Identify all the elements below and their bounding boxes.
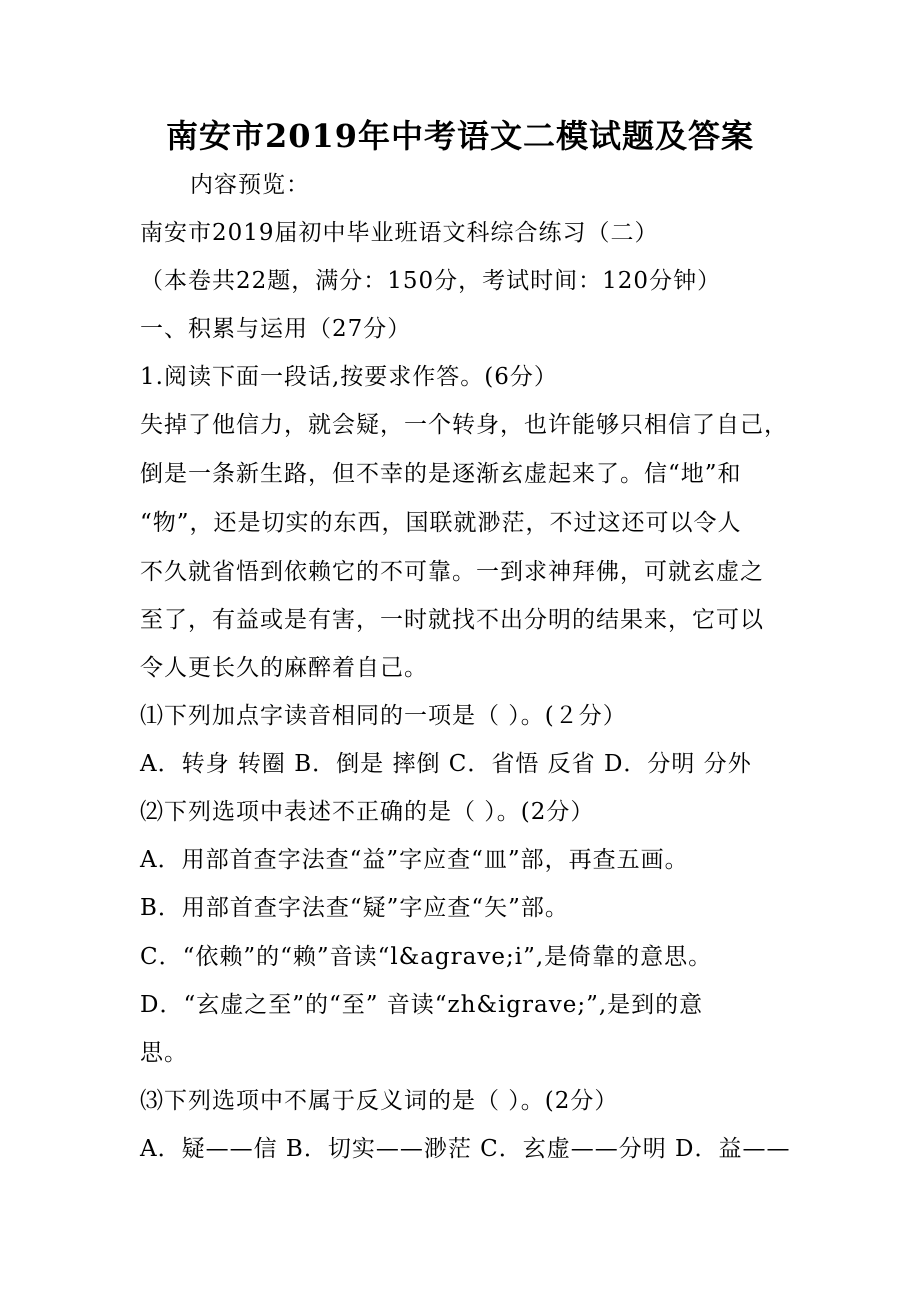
option-d: D．“玄虚之至”的“至” 音读“zh&igrave;”,是到的意 [140,992,704,1018]
passage-line: 令人更长久的麻醉着自己。 [140,655,428,681]
question-1: 1.阅读下面一段话,按要求作答。(6分） [140,364,558,390]
option-a: A．用部首查字法查“益”字应查“皿”部，再查五画。 [140,847,689,873]
passage-line: 倒是一条新生路，但不幸的是逐渐玄虚起来了。信“地”和 [140,461,742,487]
passage-line: 不久就省悟到依赖它的不可靠。一到求神拜佛，可就玄虚之 [140,559,764,585]
document-title: 南安市2019年中考语文二模试题及答案 [165,117,755,155]
option-b: B．用部首查字法查“疑”字应查“矢”部。 [140,895,569,921]
sub-question-3: ⑶下列选项中不属于反义词的是（ ）。(2分） [140,1088,619,1114]
section-heading: 一、积累与运用（27分） [140,316,412,342]
exam-info: （本卷共22题，满分：150分，考试时间：120分钟） [140,268,722,294]
sub-question-2: ⑵下列选项中表述不正确的是（ ）。(2分） [140,799,595,825]
exam-name: 南安市2019届初中毕业班语文科综合练习（二） [140,220,659,246]
options-line: A．疑——信 B．切实——渺茫 C．玄虚——分明 D．益—— [140,1136,791,1162]
preview-label: 内容预览： [190,172,310,198]
option-c: C．“依赖”的“赖”音读“l&agrave;i”,是倚靠的意思。 [140,944,713,970]
option-d-continued: 思。 [140,1040,188,1066]
passage-line: “物”，还是切实的东西，国联就渺茫，不过这还可以令人 [140,510,742,536]
options-line: A．转身 转圈 B．倒是 摔倒 C．省悟 反省 D．分明 分外 [140,751,752,777]
sub-question-1: ⑴下列加点字读音相同的一项是（ ）。(２分） [140,703,627,729]
passage-line: 至了，有益或是有害，一时就找不出分明的结果来，它可以 [140,607,764,633]
passage-line: 失掉了他信力，就会疑，一个转身，也许能够只相信了自己， [140,412,788,438]
